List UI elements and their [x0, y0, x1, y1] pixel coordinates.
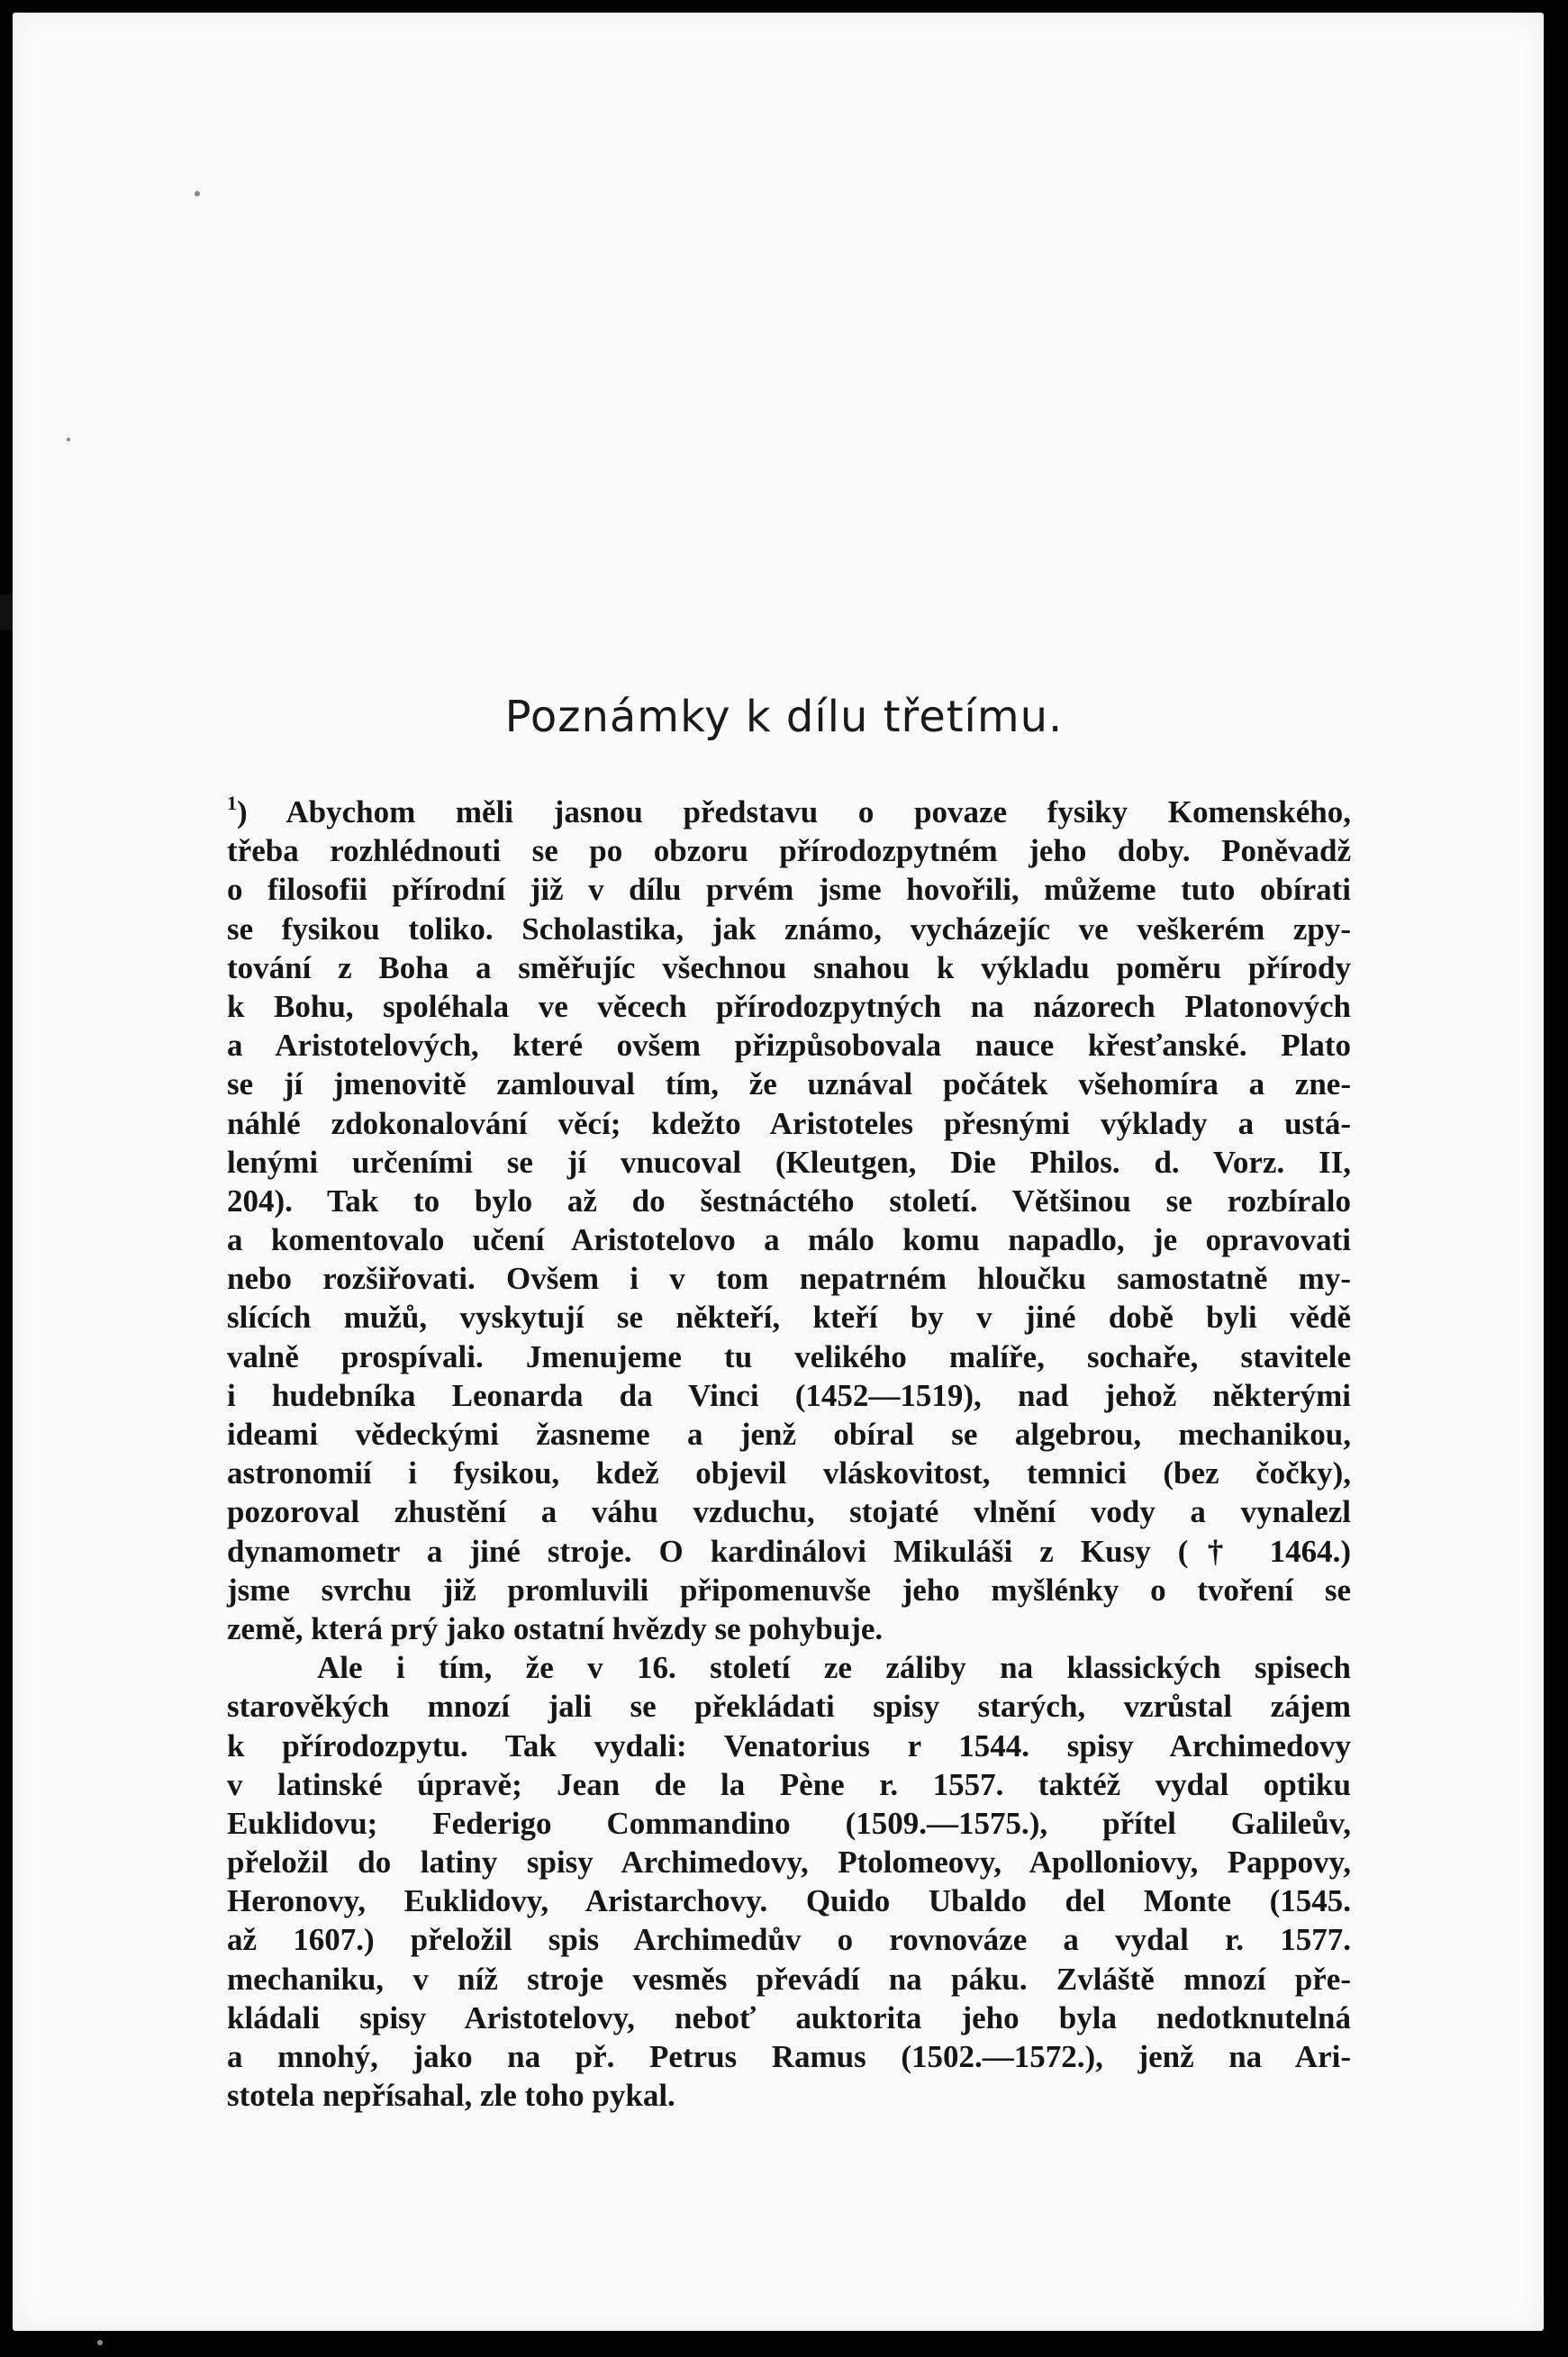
text-line: až 1607.) přeložil spis Archimedův o rovnováze a vydal r. 1577. — [227, 1922, 1351, 1958]
text-line: přeložil do latiny spisy Archimedovy, Ptolomeovy, Apolloniovy, Pappovy, — [227, 1845, 1351, 1881]
text-line: jsme svrchu již promluvili připomenuvše jeho myšlénky o tvoření se — [227, 1572, 1351, 1608]
footnote-marker: 1 — [227, 792, 237, 814]
text-line: slících mužů, vyskytují se někteří, kteří by v jiné době byli vědě — [227, 1300, 1351, 1336]
text-line: 204). Tak to bylo až do šestnáctého století. Většinou se rozbíralo — [227, 1183, 1351, 1219]
text-line: se jí jmenovitě zamlouval tím, že uznával počátek všehomíra a zne- — [227, 1066, 1351, 1102]
text-line: země, která prý jako ostatní hvězdy se pohybuje. — [227, 1610, 884, 1646]
text-line: a Aristotelových, které ovšem přizpůsobovala nauce křesťanské. Plato — [227, 1028, 1351, 1064]
text-line: a mnohý, jako na př. Petrus Ramus (1502.—1572.), jenž na Ari- — [227, 2039, 1351, 2074]
text-line: se fysikou toliko. Scholastika, jak známo, vycházejíc ve veškerém zpy- — [227, 911, 1351, 947]
text-line: o filosofii přírodní již v dílu prvém jsme hovořili, můžeme tuto obírati — [227, 872, 1351, 908]
text-line: Ale i tím, že v 16. století ze záliby na klassických spisech — [317, 1650, 1351, 1686]
text-line: tování z Boha a směřujíc všechnou snahou k výkladu poměru přírody — [227, 949, 1351, 985]
text-line: astronomií i fysikou, kdež objevil vláskovitost, temnici (bez čočky), — [227, 1455, 1351, 1491]
text-line: a komentovalo učení Aristotelovo a málo komu napadlo, je opravovati — [227, 1222, 1351, 1258]
text-line: Heronovy, Euklidovy, Aristarchovy. Quido Ubaldo del Monte (1545. — [227, 1883, 1351, 1919]
text-line: valně prospívali. Jmenujeme tu velikého malíře, sochaře, stavitele — [227, 1338, 1351, 1374]
text-line: k přírodozpytu. Tak vydali: Venatorius r 1544. spisy Archimedovy — [227, 1727, 1351, 1763]
page-edge-mark — [0, 594, 13, 630]
text-line: i hudebníka Leonarda da Vinci (1452—1519), nad jehož některými — [227, 1377, 1351, 1413]
text-line: starověkých mnozí jali se překládati spisy starých, vzrůstal zájem — [227, 1689, 1351, 1725]
paper-speck — [97, 2340, 103, 2345]
text-line: třeba rozhlédnouti se po obzoru přírodozpytném jeho doby. Poněvadž — [227, 833, 1351, 869]
text-line: $^1$) Abychom měli jasnou představu o povaze fysiky Komenského, — [227, 792, 1351, 829]
text-line: ideami vědeckými žasneme a jenž obíral se algebrou, mechanikou, — [227, 1417, 1351, 1452]
notes-text — [227, 793, 1351, 2115]
paper-speck — [195, 191, 200, 196]
text-line: v latinské úpravě; Jean de la Pène r. 1557. taktéž vydal optiku — [227, 1766, 1351, 1802]
text-line: k Bohu, spoléhala ve věcech přírodozpytných na názorech Platonových — [227, 988, 1351, 1024]
text-line: Euklidovu; Federigo Commandino (1509.—1575.), přítel Galileův, — [227, 1805, 1351, 1841]
text-line: stotela nepřísahal, zle toho pykal. — [227, 2078, 675, 2114]
text-line: nebo rozšiřovati. Ovšem i v tom nepatrném hloučku samostatně my- — [227, 1261, 1351, 1297]
text-line: pozoroval zhustění a váhu vzduchu, stojaté vlnění vody a vynalezl — [227, 1494, 1351, 1530]
text-line: náhlé zdokonalování věcí; kdežto Aristoteles přesnými výklady a ustá- — [227, 1105, 1351, 1141]
text-line: kládali spisy Aristotelovy, neboť auktorita jeho byla nedotknutelná — [227, 1999, 1351, 2035]
text-line: dynamometr a jiné stroje. O kardinálovi Mikuláši z Kusy († 1464.) — [227, 1533, 1351, 1569]
paper-speck — [67, 438, 70, 441]
page-title: Poznámky k dílu třetímu. — [504, 692, 1064, 742]
text-line: lenými určeními se jí vnucoval (Kleutgen, Die Philos. d. Vorz. II, — [227, 1144, 1351, 1180]
text-line: mechaniku, v níž stroje vesměs převádí na páku. Zvláště mnozí pře- — [227, 1961, 1351, 1997]
